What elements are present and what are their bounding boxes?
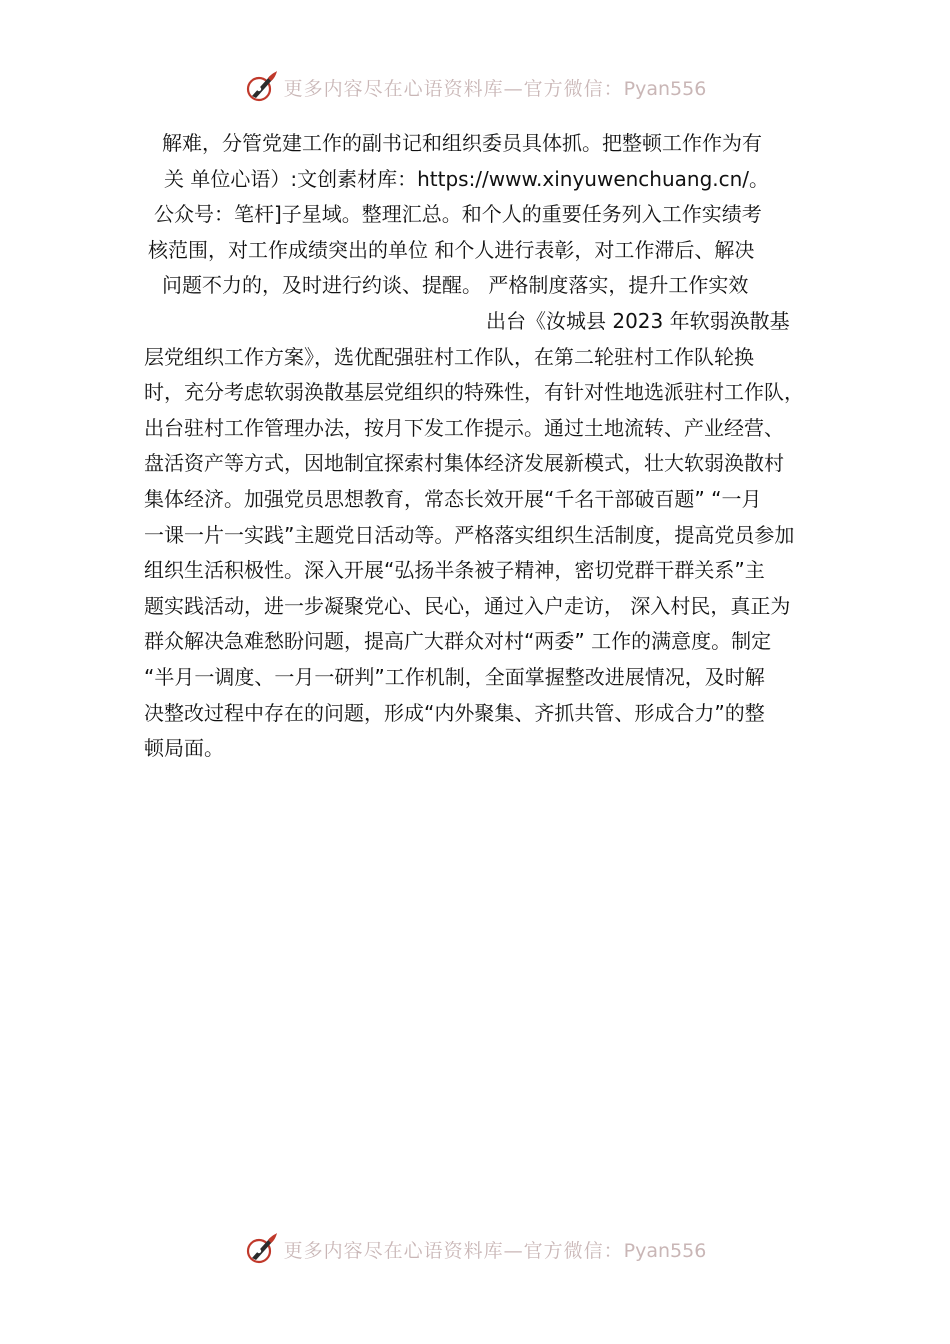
body-line: 公众号：笔杆]子星域。整理汇总。和个人的重要任务列入工作实绩考	[154, 202, 762, 227]
body-line: 题实践活动，进一步凝聚党心、民心，通过入户走访， 深入村民，真正为	[144, 593, 791, 618]
body-line: “半月一调度、一月一研判”工作机制，全面掌握整改进展情况，及时解	[144, 664, 765, 689]
header-wechat-id: Pyan556	[623, 77, 707, 100]
body-line: 关 单位心语）:文创素材库：https://www.xinyuwenchuang.cn/。	[164, 166, 770, 191]
body-line: 核范围，对工作成绩突出的单位 和个人进行表彰，对工作滞后、解决	[148, 237, 755, 262]
body-line: 出台《汝城县 2023 年软弱涣散基	[486, 308, 790, 333]
body-line: 集体经济。加强党员思想教育，常态长效开展“千名干部破百题” “一月	[144, 486, 762, 511]
body-line: 盘活资产等方式，因地制宜探索村集体经济发展新模式，壮大软弱涣散村	[144, 451, 784, 476]
quill-pen-logo-icon	[244, 1232, 278, 1266]
body-line: 时，充分考虑软弱涣散基层党组织的特殊性，有针对性地选派驻村工作队，	[144, 380, 804, 405]
body-line: 群众解决急难愁盼问题，提高广大群众对村“两委” 工作的满意度。制定	[144, 629, 772, 654]
header-banner	[0, 70, 950, 104]
footer-banner	[0, 1232, 950, 1266]
body-line: 问题不力的，及时进行约谈、提醒。 严格制度落实，提升工作实效	[162, 273, 749, 298]
footer-wechat-id: Pyan556	[623, 1239, 707, 1262]
document-body	[144, 126, 828, 767]
quill-pen-logo-icon	[244, 70, 278, 104]
body-line: 决整改过程中存在的问题，形成“内外聚集、齐抓共管、形成合力”的整	[144, 700, 765, 725]
body-line: 顿局面。	[144, 736, 224, 761]
body-line: 解难，分管党建工作的副书记和组织委员具体抓。把整顿工作作为有	[162, 131, 762, 155]
body-line: 组织生活积极性。深入开展“弘扬半条被子精神，密切党群干群关系”主	[144, 558, 765, 583]
body-line: 层党组织工作方案》，选优配强驻村工作队，在第二轮驻村工作队轮换	[144, 344, 754, 369]
body-line: 一课一片一实践”主题党日活动等。严格落实组织生活制度，提高党员参加	[144, 522, 795, 547]
footer-brand-text: 更多内容尽在心语资料库—官方微信：Pyan556	[283, 1239, 707, 1262]
body-line: 出台驻村工作管理办法，按月下发工作提示。通过土地流转、产业经营、	[144, 415, 784, 440]
header-brand-text: 更多内容尽在心语资料库—官方微信：Pyan556	[283, 77, 707, 100]
